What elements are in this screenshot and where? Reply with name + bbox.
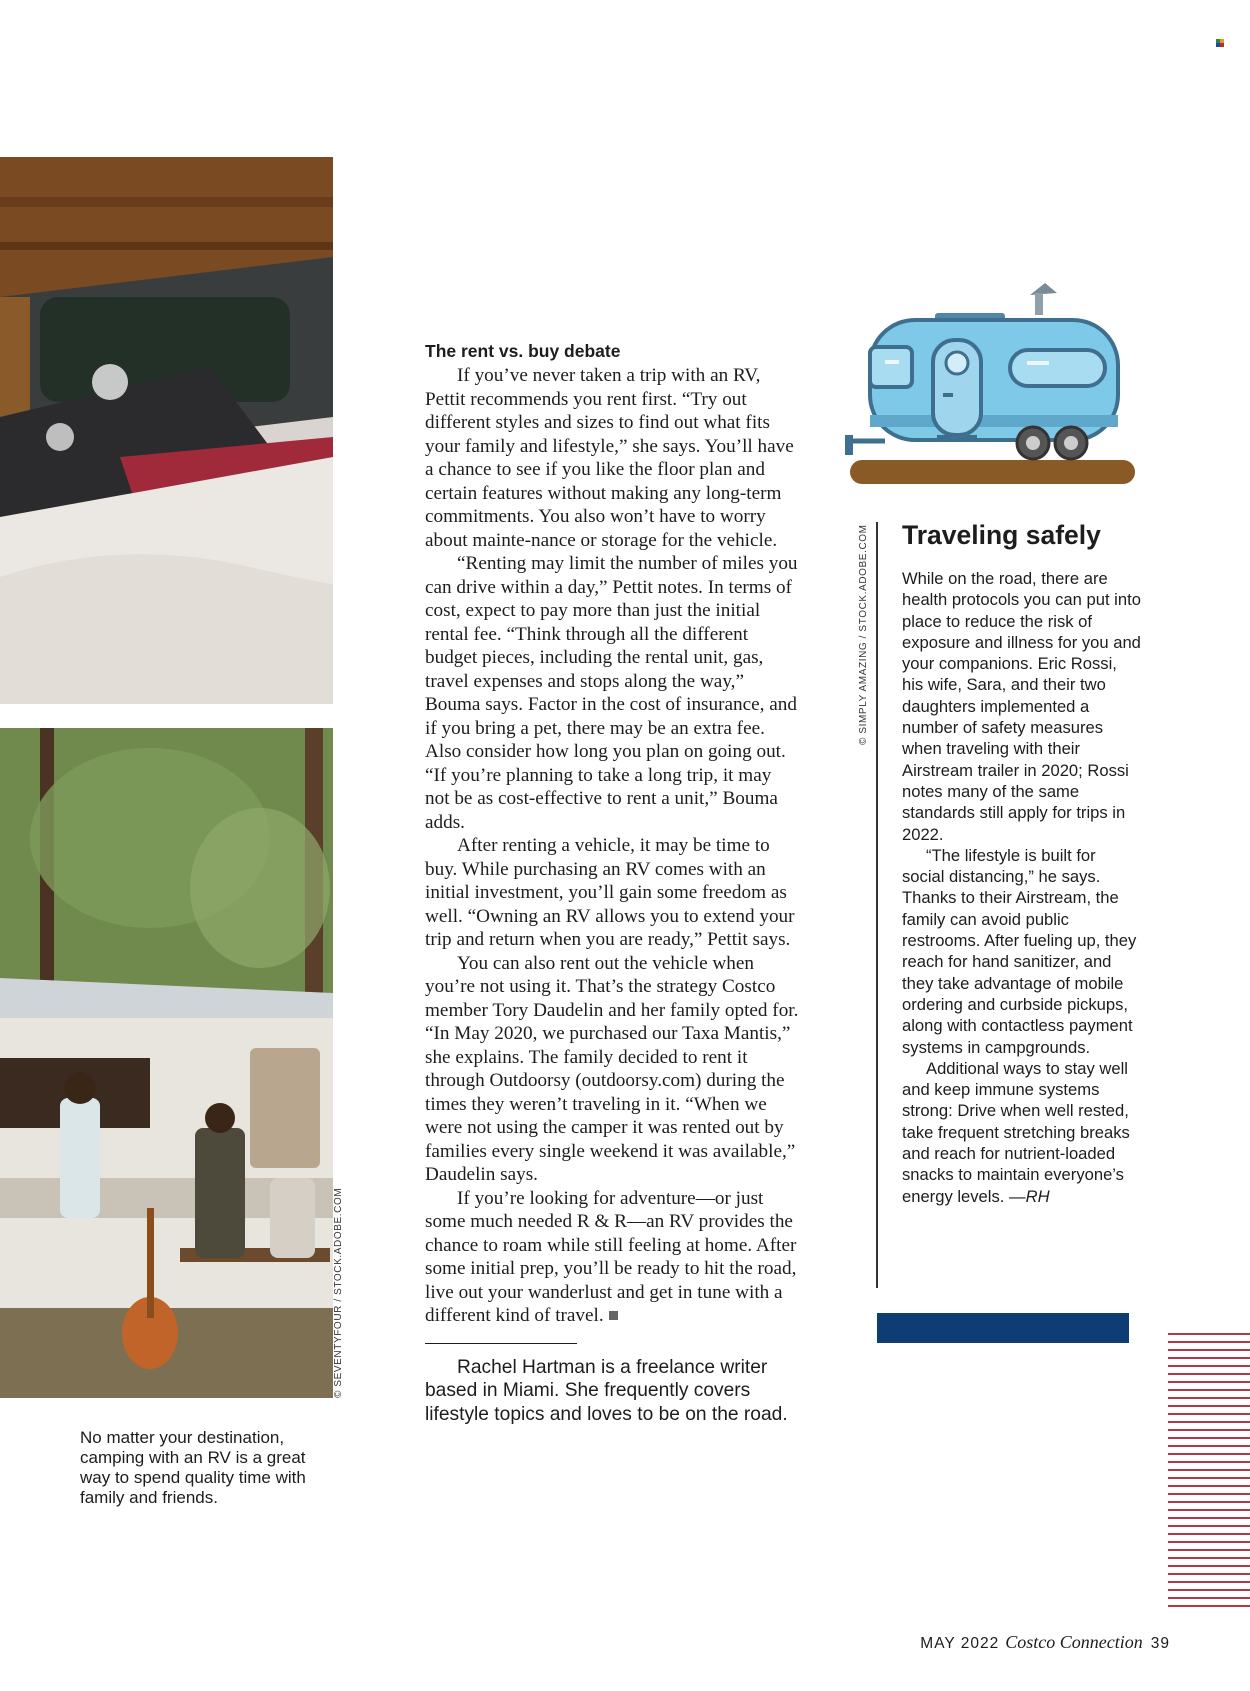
stripe-line	[1168, 1493, 1250, 1495]
article-paragraph-3: After renting a vehicle, it may be time to buy. While purchasing an RV comes with an initial investment, you’ll gain some freedom as well. “Owning an RV allows you to extend your trip and return when you are ready,” Pettit says.	[425, 835, 795, 950]
stripe-line	[1168, 1397, 1250, 1399]
stripe-line	[1168, 1381, 1250, 1383]
sidebar-paragraph-3-text: Additional ways to stay well and keep immune systems strong: Drive when well rested, take frequent stretching breaks and reach for nutrient-loaded snacks to maintain everyone’s energy levels.	[902, 1058, 1130, 1206]
van-interior-illustration	[0, 157, 333, 704]
stripe-line	[1168, 1605, 1250, 1607]
sidebar-paragraph-3	[902, 1058, 1142, 1207]
bio-divider	[425, 1343, 577, 1344]
stripe-line	[1168, 1437, 1250, 1439]
article-heading: The rent vs. buy debate	[425, 341, 621, 361]
stripe-line	[1168, 1501, 1250, 1503]
stripe-line	[1168, 1549, 1250, 1551]
stripe-line	[1168, 1573, 1250, 1575]
stripe-line	[1168, 1565, 1250, 1567]
sidebar-bottom-bar	[877, 1313, 1129, 1343]
sidebar-paragraph-2: “The lifestyle is built for social distancing,” he says. Thanks to their Airstream, the family can avoid public restrooms. After fueling up, they reach for hand sanitizer, and they take advantage of mobile ordering and curbside pickups, along with contactless payment systems in campgrounds.	[902, 845, 1137, 1057]
photo-credit-top: © SIMPLY AMAZING / STOCK.ADOBE.COM	[858, 524, 869, 745]
decorative-stripes	[1168, 1333, 1250, 1610]
color-registration-mark	[1216, 34, 1224, 42]
stripe-line	[1168, 1341, 1250, 1343]
stripe-line	[1168, 1469, 1250, 1471]
stripe-line	[1168, 1365, 1250, 1367]
page-footer	[920, 1632, 1170, 1653]
stripe-line	[1168, 1525, 1250, 1527]
sidebar-paragraph-1: While on the road, there are health protocols you can put into place to reduce the risk of exposure and illness for you and your companions. Eric Rossi, his wife, Sara, and their two daughters implemented a number of safety measures when traveling with their Airstream trailer in 2020; Rossi notes many of the same standards still apply for trips in 2022.	[902, 569, 1141, 844]
stripe-line	[1168, 1597, 1250, 1599]
stripe-line	[1168, 1421, 1250, 1423]
stripe-line	[1168, 1541, 1250, 1543]
stripe-line	[1168, 1373, 1250, 1375]
stripe-line	[1168, 1477, 1250, 1479]
photo-credit-bottom: © SEVENTYFOUR / STOCK.ADOBE.COM	[333, 1187, 344, 1398]
stripe-line	[1168, 1485, 1250, 1487]
photo-caption: No matter your destination, camping with an RV is a great way to spend quality time with family and friends.	[80, 1428, 306, 1507]
stripe-line	[1168, 1581, 1250, 1583]
family-camping-photo	[0, 728, 333, 1398]
stripe-line	[1168, 1533, 1250, 1535]
stripe-line	[1168, 1349, 1250, 1351]
sidebar-signature: —RH	[1009, 1186, 1050, 1206]
article-paragraph-5	[425, 1187, 800, 1328]
footer-date: MAY 2022	[920, 1635, 1000, 1652]
traveling-safely-sidebar	[902, 518, 1142, 1207]
rv-trailer-icon	[845, 275, 1135, 490]
stripe-line	[1168, 1517, 1250, 1519]
stripe-line	[1168, 1413, 1250, 1415]
stripe-line	[1168, 1589, 1250, 1591]
author-bio: Rachel Hartman is a freelance writer based in Miami. She frequently covers lifestyle topics and loves to be on the road.	[425, 1356, 788, 1425]
end-mark-icon	[609, 1311, 618, 1320]
stripe-line	[1168, 1333, 1250, 1335]
article-paragraph-2: “Renting may limit the number of miles you can drive within a day,” Pettit notes. In terms of cost, expect to pay more than just the initial rental fee. “Think through all the different budget pieces, including the rental unit, gas, travel expenses and stops along the way,” Bouma says. Factor in the cost of insurance, and if you bring a pet, there may be an extra fee. Also consider how long you plan on going out. “If you’re planning to take a long trip, it may not be as cost-effective to rent a unit,” Bouma adds.	[425, 553, 798, 833]
article-paragraph-1: If you’ve never taken a trip with an RV, Pettit recommends you rent first. “Try out different styles and sizes to find out what fits your family and lifestyle,” she says. You’ll have a chance to see if you like the floor plan and certain features without making any long-term commitments. You also won’t have to worry about mainte-nance or storage for the vehicle.	[425, 365, 794, 551]
stripe-line	[1168, 1389, 1250, 1391]
article-column	[425, 340, 800, 1426]
stripe-line	[1168, 1405, 1250, 1407]
stripe-line	[1168, 1445, 1250, 1447]
stripe-line	[1168, 1557, 1250, 1559]
footer-page-number: 39	[1150, 1635, 1170, 1652]
footer-magazine-name: Costco Connection	[1005, 1632, 1143, 1652]
stripe-line	[1168, 1429, 1250, 1431]
article-paragraph-5-text: If you’re looking for adventure—or just some much needed R & R—an RV provides the chance to roam while still feeling at home. After some initial prep, you’ll be ready to hit the road, live out your wanderlust and get in tune with a different kind of travel.	[425, 1187, 797, 1326]
family-camping-illustration	[0, 728, 333, 1398]
stripe-line	[1168, 1461, 1250, 1463]
sidebar-title: Traveling safely	[902, 520, 1101, 550]
stripe-line	[1168, 1357, 1250, 1359]
sidebar-vertical-rule	[876, 522, 878, 1288]
stripe-line	[1168, 1509, 1250, 1511]
stripe-line	[1168, 1453, 1250, 1455]
van-interior-photo	[0, 157, 333, 704]
article-paragraph-4: You can also rent out the vehicle when you’re not using it. That’s the strategy Costco member Tory Daudelin and her family opted for. “In May 2020, we purchased our Taxa Mantis,” she explains. The family decided to rent it through Outdoorsy (outdoorsy.com) during the times they weren’t traveling in it. “When we were not using the camper it was rented out by families every single weekend it was available,” Daudelin says.	[425, 952, 799, 1185]
